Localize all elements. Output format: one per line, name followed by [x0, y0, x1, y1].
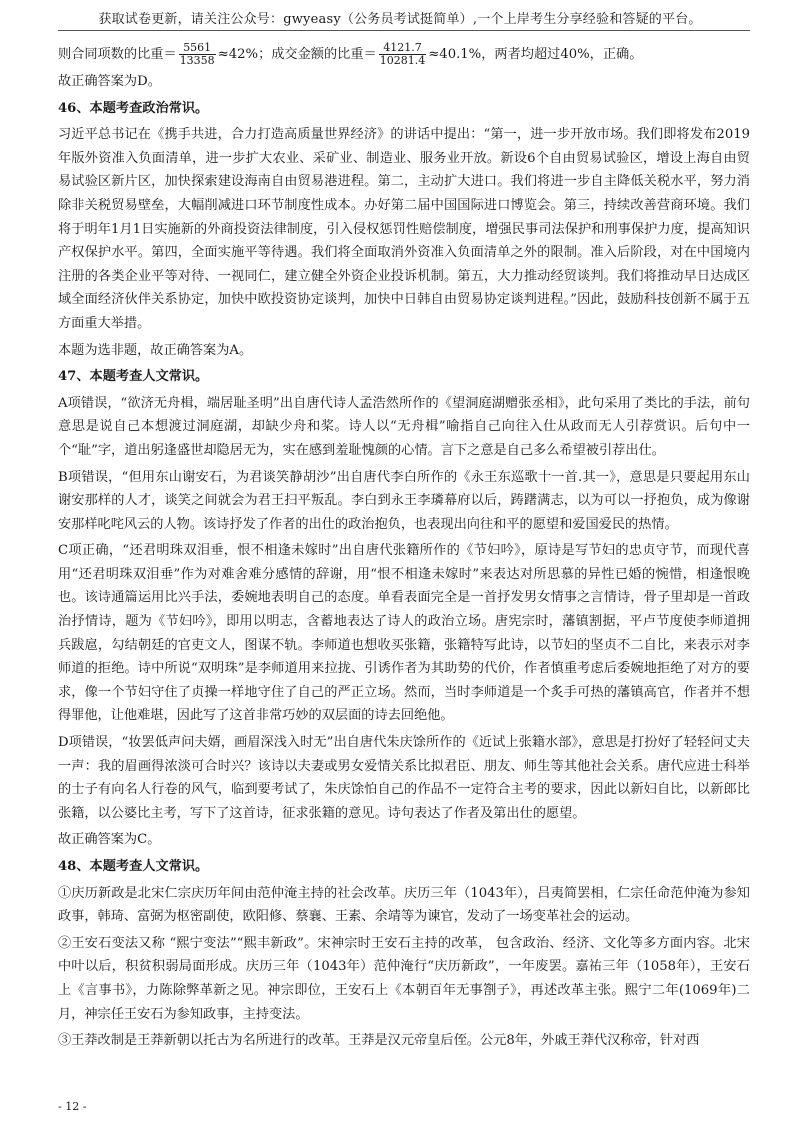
answer-line: 故正确答案为D。	[58, 74, 161, 89]
option-b-explanation: B项错误，“但用东山谢安石，为君谈笑静胡沙”出自唐代李白所作的《永王东巡歌十一首.其一》，意思是只要起用东山谢安那样的人才，谈笑之间就会为君王扫平叛乱。李白到永王李璘幕府以后，踌躇满志，以为可以一抒抱负，成为像谢安那样叱咤风云的人物。该诗抒发了作者的出仕的政治抱负，也表现出向往和平的愿望和爱国爱民的热情。	[58, 469, 750, 532]
page-header: 获取试卷更新，请关注公众号：gwyeasy（公务员考试挺简单）,一个上岸考生分享经验和答疑的平台。	[98, 12, 702, 27]
explanation-paragraph: 习近平总书记在《携手共进，合力打造高质量世界经济》的讲话中提出：“第一，进一步开放市场。我们即将发布2019年版外资准入负面清单，进一步扩大农业、采矿业、制造业、服务业开放。新设6个自由贸易试验区，增设上海自由贸易试验区新片区，加快探索建设海南自由贸易港进程。第二，主动扩大进口。我们将进一步自主降低关税水平，努力消除非关税贸易壁垒，大幅削减进口环节制度性成本。办好第二届中国国际进口博览会。第三，持续改善营商环境。我们将于明年1月1日实施新的外商投资法律制度，引入侵权惩罚性赔偿制度，增强民事司法保护和刑事保护力度，提高知识产权保护水平。第四，全面实施平等待遇。我们将全面取消外资准入负面清单之外的限制。准入后阶段，对在中国境内注册的各类企业平等对待、一视同仁，建立健全外资企业投诉机制。第五，大力推动经贸谈判。我们将推动早日达成区域全面经济伙伴关系协定，加快中欧投资协定谈判，加快中日韩自由贸易协定谈判进程。”因此，鼓励科技创新不属于五方面重大举措。	[58, 127, 750, 331]
fraction-contracts	[179, 42, 216, 67]
fraction-numerator: 4121.7	[379, 42, 427, 55]
calc-line	[58, 40, 750, 70]
question-heading: 48、本题考查人文常识。	[58, 859, 209, 874]
explanation-paragraph: ①庆历新政是北宋仁宗庆历年间由范仲淹主持的社会改革。庆历三年（1043年），吕夷简罢相，仁宗任命范仲淹为参知政事，韩琦、富弼为枢密副使，欧阳修、蔡襄、王素、余靖等为谏官，发动了一场变革社会的运动。	[58, 885, 750, 925]
page-content	[58, 40, 750, 1053]
fraction-denominator: 13358	[179, 54, 215, 67]
calc-suffix: ，两者均超过40%，正确。	[481, 47, 643, 62]
explanation-paragraph: ②王安石变法又称 “熙宁变法”“熙丰新政”。宋神宗时王安石主持的改革， 包含政治、经济、文化等多方面内容。北宋中叶以后，积贫积弱局面形成。庆历三年（1043年）范仲淹行“庆历新政”，一年废罢。嘉祐三年（1058年），王安石上《言事书》，力陈除弊革新之见。神宗即位，王安石上《本朝百年无事劄子》，再述改革主张。熙宁二年(1069年)二月，神宗任王安石为参知政事，主持变法。	[58, 935, 750, 1022]
fraction-amount	[379, 42, 427, 67]
question-heading: 47、本题考查人文常识。	[58, 369, 209, 385]
option-a-explanation: A项错误，“欲济无舟楫，端居耻圣明”出自唐代诗人孟浩然所作的《望洞庭湖赠张丞相》，此句采用了类比的手法，前句意思是说自己本想渡过洞庭湖，却缺少舟和桨。诗人以“无舟楫”喻指自己向往入仕从政而无人引荐赏识。后句中一个“耻”字，道出躬逢盛世却隐居无为，实在感到羞耻愧颜的心情。言下之意是自己多么希望被引荐出仕。	[58, 395, 750, 458]
option-c-explanation: C项正确，“还君明珠双泪垂，恨不相逢未嫁时”出自唐代张籍所作的《节妇吟》，原诗是写节妇的忠贞守节，而现代喜用“还君明珠双泪垂”作为对难舍难分感情的辞谢，用“恨不相逢未嫁时”来表达对所思慕的异性已婚的惋惜，相逢恨晚也。该诗通篇运用比兴手法，委婉地表明自己的态度。单看表面完全是一首抒发男女情事之言情诗，骨子里却是一首政治抒情诗，题为《节妇吟》，即用以明志，含蓄地表达了诗人的政治立场。唐宪宗时，藩镇割据，平卢节度使李师道拥兵跋扈，勾结朝廷的官吏文人，图谋不轨。李师道也想收买张籍，张籍特写此诗，以节妇的坚贞不二自比，来表示对李师道的拒绝。诗中所说“双明珠”是李师道用来拉拢、引诱作者为其助势的代价，作者慎重考虑后委婉地拒绝了对方的要求，像一个节妇守住了贞操一样地守住了自己的严正立场。然而，当时李师道是一个炙手可热的藩镇高官，作者并不想得罪他，让他难堪，因此写了这首非常巧妙的双层面的诗去回绝他。	[58, 543, 750, 724]
header-divider	[58, 30, 750, 31]
answer-line: 本题为选非题，故正确答案为A。	[58, 342, 253, 358]
calc-prefix: 则合同项数的比重＝	[58, 47, 177, 62]
calc-middle: ；成交金额的比重＝	[258, 47, 377, 62]
option-d-explanation: D项错误，“妆罢低声问夫婿，画眉深浅入时无”出自唐代朱庆馀所作的《近试上张籍水部》，意思是打扮好了轻轻问丈夫一声：我的眉画得浓淡可合时兴？该诗以夫妻或男女爱情关系比拟君臣、朋友、师生等其他社会关系。唐代应进士科举的士子有向名人行卷的风气，临到要考试了，朱庆馀怕自己的作品不一定符合主考的要求，因此以新妇自比，以新郎比张籍，以公婆比主考，写下了这首诗，征求张籍的意见。诗句表达了作者及第出仕的愿望。	[58, 735, 750, 821]
question-heading: 46、本题考查政治常识。	[58, 100, 209, 116]
fraction-denominator: 10281.4	[379, 54, 426, 67]
page-number: - 12 -	[58, 1100, 87, 1113]
calc-approx: ≈40.1%	[428, 47, 482, 62]
answer-line: 故正确答案为C。	[58, 832, 161, 848]
calc-approx: ≈42%	[217, 47, 259, 62]
fraction-numerator: 5561	[179, 42, 216, 55]
explanation-paragraph: ③王莽改制是王莽新朝以托古为名所进行的改革。王莽是汉元帝皇后侄。公元8年，外戚王莽代汉称帝，针对西	[58, 1033, 700, 1049]
